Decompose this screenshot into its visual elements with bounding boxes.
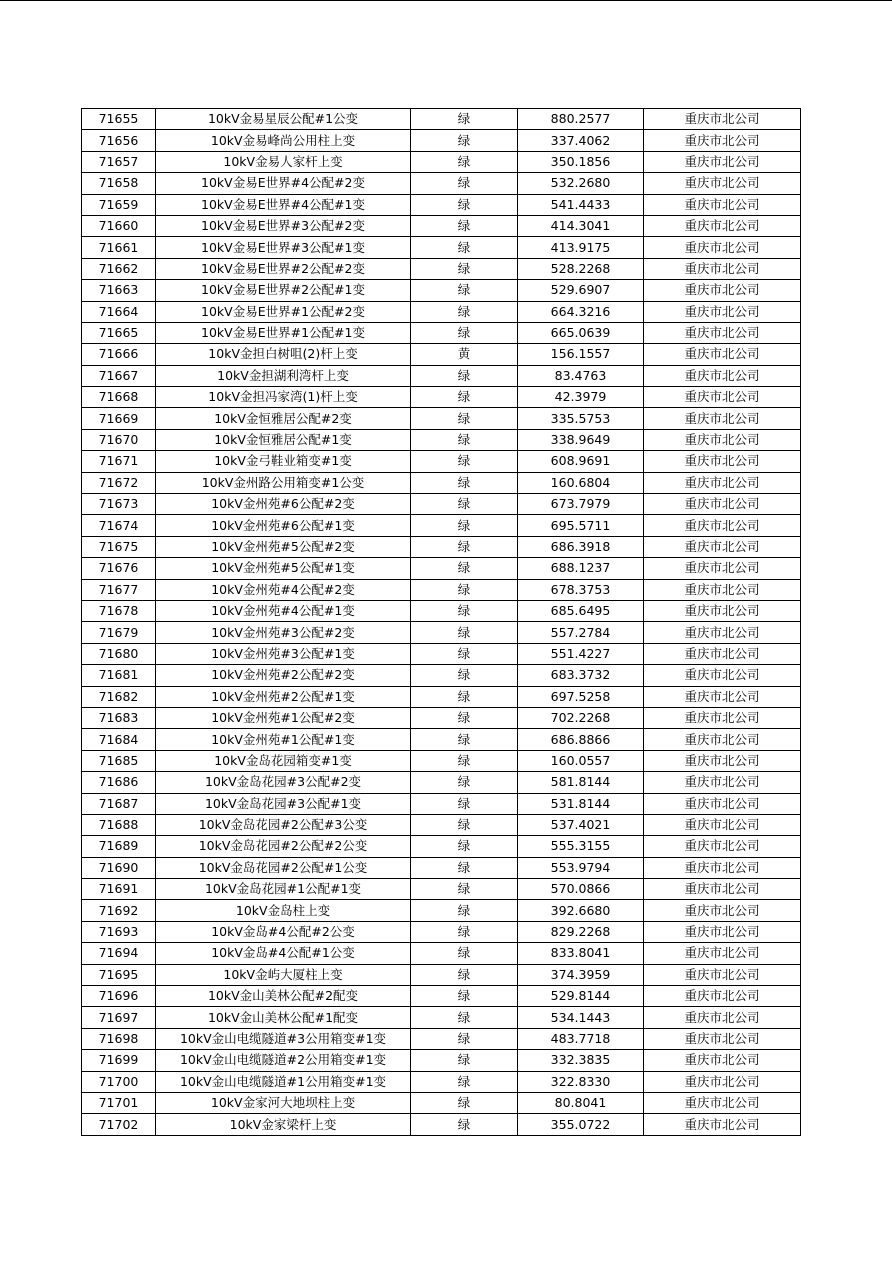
cell-org: 重庆市北公司	[644, 643, 801, 664]
cell-name: 10kV金恒雅居公配#1变	[156, 429, 411, 450]
cell-status: 绿	[411, 237, 518, 258]
cell-name: 10kV金易人家杆上变	[156, 151, 411, 172]
cell-status: 绿	[411, 130, 518, 151]
cell-id: 71661	[82, 237, 156, 258]
cell-id: 71681	[82, 665, 156, 686]
cell-id: 71669	[82, 408, 156, 429]
cell-name: 10kV金州苑#4公配#1变	[156, 600, 411, 621]
cell-name: 10kV金州路公用箱变#1公变	[156, 472, 411, 493]
cell-status: 绿	[411, 365, 518, 386]
cell-status: 绿	[411, 1007, 518, 1028]
table-row	[82, 173, 801, 194]
cell-org: 重庆市北公司	[644, 622, 801, 643]
cell-org: 重庆市北公司	[644, 130, 801, 151]
cell-status: 绿	[411, 451, 518, 472]
cell-value: 683.3732	[518, 665, 644, 686]
cell-value: 553.9794	[518, 857, 644, 878]
cell-status: 绿	[411, 793, 518, 814]
cell-status: 绿	[411, 1071, 518, 1092]
cell-name: 10kV金山电缆隧道#2公用箱变#1变	[156, 1050, 411, 1071]
cell-status: 绿	[411, 921, 518, 942]
cell-org: 重庆市北公司	[644, 344, 801, 365]
cell-org: 重庆市北公司	[644, 494, 801, 515]
cell-id: 71657	[82, 151, 156, 172]
cell-id: 71687	[82, 793, 156, 814]
table-row	[82, 515, 801, 536]
cell-org: 重庆市北公司	[644, 836, 801, 857]
table-row	[82, 301, 801, 322]
cell-value: 529.6907	[518, 280, 644, 301]
cell-org: 重庆市北公司	[644, 365, 801, 386]
cell-value: 156.1557	[518, 344, 644, 365]
table-row	[82, 1007, 801, 1028]
cell-value: 833.8041	[518, 943, 644, 964]
cell-org: 重庆市北公司	[644, 173, 801, 194]
cell-status: 绿	[411, 836, 518, 857]
cell-org: 重庆市北公司	[644, 322, 801, 343]
cell-status: 绿	[411, 643, 518, 664]
table-row	[82, 643, 801, 664]
cell-status: 绿	[411, 857, 518, 878]
cell-name: 10kV金岛花园#1公配#1变	[156, 879, 411, 900]
cell-org: 重庆市北公司	[644, 387, 801, 408]
cell-status: 绿	[411, 622, 518, 643]
cell-id: 71676	[82, 558, 156, 579]
cell-org: 重庆市北公司	[644, 579, 801, 600]
cell-status: 绿	[411, 558, 518, 579]
cell-name: 10kV金易E世界#1公配#2变	[156, 301, 411, 322]
cell-value: 551.4227	[518, 643, 644, 664]
cell-status: 绿	[411, 1092, 518, 1113]
cell-org: 重庆市北公司	[644, 793, 801, 814]
cell-value: 555.3155	[518, 836, 644, 857]
cell-status: 绿	[411, 151, 518, 172]
cell-id: 71660	[82, 215, 156, 236]
cell-org: 重庆市北公司	[644, 429, 801, 450]
table-row	[82, 665, 801, 686]
cell-id: 71688	[82, 814, 156, 835]
table-row	[82, 729, 801, 750]
cell-org: 重庆市北公司	[644, 814, 801, 835]
cell-status: 绿	[411, 301, 518, 322]
table-row	[82, 451, 801, 472]
cell-org: 重庆市北公司	[644, 237, 801, 258]
cell-value: 570.0866	[518, 879, 644, 900]
cell-status: 绿	[411, 494, 518, 515]
cell-id: 71670	[82, 429, 156, 450]
cell-status: 绿	[411, 109, 518, 130]
table-row	[82, 857, 801, 878]
table-row	[82, 322, 801, 343]
cell-name: 10kV金岛花园#3公配#2变	[156, 772, 411, 793]
table-row	[82, 1028, 801, 1049]
cell-name: 10kV金岛#4公配#2公变	[156, 921, 411, 942]
cell-id: 71665	[82, 322, 156, 343]
cell-name: 10kV金岛花园#2公配#2公变	[156, 836, 411, 857]
cell-status: 绿	[411, 322, 518, 343]
table-row	[82, 258, 801, 279]
table-row	[82, 472, 801, 493]
cell-org: 重庆市北公司	[644, 472, 801, 493]
cell-name: 10kV金易E世界#3公配#2变	[156, 215, 411, 236]
cell-value: 483.7718	[518, 1028, 644, 1049]
cell-status: 绿	[411, 429, 518, 450]
cell-id: 71668	[82, 387, 156, 408]
cell-value: 534.1443	[518, 1007, 644, 1028]
cell-name: 10kV金州苑#2公配#2变	[156, 665, 411, 686]
cell-value: 374.3959	[518, 964, 644, 985]
table-row	[82, 365, 801, 386]
cell-id: 71690	[82, 857, 156, 878]
cell-id: 71702	[82, 1114, 156, 1135]
cell-id: 71683	[82, 707, 156, 728]
cell-name: 10kV金家河大地坝柱上变	[156, 1092, 411, 1113]
cell-org: 重庆市北公司	[644, 258, 801, 279]
table-row	[82, 536, 801, 557]
cell-org: 重庆市北公司	[644, 151, 801, 172]
cell-org: 重庆市北公司	[644, 215, 801, 236]
cell-value: 83.4763	[518, 365, 644, 386]
cell-org: 重庆市北公司	[644, 600, 801, 621]
cell-value: 557.2784	[518, 622, 644, 643]
cell-name: 10kV金担湖利湾杆上变	[156, 365, 411, 386]
cell-id: 71673	[82, 494, 156, 515]
table-row	[82, 921, 801, 942]
cell-value: 678.3753	[518, 579, 644, 600]
cell-org: 重庆市北公司	[644, 536, 801, 557]
table-row	[82, 237, 801, 258]
cell-status: 绿	[411, 772, 518, 793]
table-row	[82, 707, 801, 728]
cell-status: 绿	[411, 1114, 518, 1135]
table-row	[82, 772, 801, 793]
table-row	[82, 151, 801, 172]
cell-name: 10kV金弓鞋业箱变#1变	[156, 451, 411, 472]
table-row	[82, 109, 801, 130]
cell-name: 10kV金州苑#1公配#1变	[156, 729, 411, 750]
cell-value: 414.3041	[518, 215, 644, 236]
cell-value: 322.8330	[518, 1071, 644, 1092]
cell-id: 71664	[82, 301, 156, 322]
cell-name: 10kV金州苑#5公配#1变	[156, 558, 411, 579]
cell-value: 697.5258	[518, 686, 644, 707]
table-row	[82, 686, 801, 707]
cell-status: 绿	[411, 280, 518, 301]
cell-value: 335.5753	[518, 408, 644, 429]
cell-org: 重庆市北公司	[644, 515, 801, 536]
cell-status: 绿	[411, 879, 518, 900]
transformer-table	[81, 108, 801, 1136]
cell-name: 10kV金易E世界#2公配#1变	[156, 280, 411, 301]
cell-org: 重庆市北公司	[644, 1050, 801, 1071]
cell-status: 绿	[411, 258, 518, 279]
cell-value: 829.2268	[518, 921, 644, 942]
cell-id: 71667	[82, 365, 156, 386]
cell-id: 71695	[82, 964, 156, 985]
cell-value: 695.5711	[518, 515, 644, 536]
cell-value: 686.3918	[518, 536, 644, 557]
cell-value: 529.8144	[518, 986, 644, 1007]
cell-name: 10kV金州苑#1公配#2变	[156, 707, 411, 728]
table-row	[82, 879, 801, 900]
cell-org: 重庆市北公司	[644, 750, 801, 771]
table-row	[82, 600, 801, 621]
cell-name: 10kV金州苑#6公配#1变	[156, 515, 411, 536]
cell-value: 531.8144	[518, 793, 644, 814]
cell-value: 702.2268	[518, 707, 644, 728]
cell-org: 重庆市北公司	[644, 772, 801, 793]
cell-name: 10kV金岛花园#2公配#1公变	[156, 857, 411, 878]
cell-id: 71691	[82, 879, 156, 900]
cell-id: 71671	[82, 451, 156, 472]
cell-value: 541.4433	[518, 194, 644, 215]
cell-status: 绿	[411, 964, 518, 985]
cell-status: 绿	[411, 686, 518, 707]
cell-name: 10kV金州苑#5公配#2变	[156, 536, 411, 557]
cell-org: 重庆市北公司	[644, 986, 801, 1007]
cell-name: 10kV金州苑#2公配#1变	[156, 686, 411, 707]
cell-id: 71692	[82, 900, 156, 921]
table-row	[82, 750, 801, 771]
cell-status: 绿	[411, 194, 518, 215]
cell-value: 392.6680	[518, 900, 644, 921]
cell-value: 413.9175	[518, 237, 644, 258]
cell-status: 绿	[411, 750, 518, 771]
cell-name: 10kV金岛#4公配#1公变	[156, 943, 411, 964]
table-row	[82, 494, 801, 515]
cell-name: 10kV金易星辰公配#1公变	[156, 109, 411, 130]
cell-value: 350.1856	[518, 151, 644, 172]
cell-name: 10kV金山电缆隧道#1公用箱变#1变	[156, 1071, 411, 1092]
cell-org: 重庆市北公司	[644, 1007, 801, 1028]
table-row	[82, 836, 801, 857]
table-row	[82, 558, 801, 579]
cell-id: 71694	[82, 943, 156, 964]
table-row	[82, 1114, 801, 1135]
cell-status: 绿	[411, 472, 518, 493]
cell-name: 10kV金州苑#3公配#1变	[156, 643, 411, 664]
cell-name: 10kV金山美林公配#2配变	[156, 986, 411, 1007]
cell-org: 重庆市北公司	[644, 558, 801, 579]
cell-name: 10kV金岛花园#3公配#1变	[156, 793, 411, 814]
cell-org: 重庆市北公司	[644, 301, 801, 322]
cell-name: 10kV金易E世界#4公配#2变	[156, 173, 411, 194]
cell-value: 355.0722	[518, 1114, 644, 1135]
table-row	[82, 194, 801, 215]
cell-status: 黄	[411, 344, 518, 365]
cell-id: 71685	[82, 750, 156, 771]
cell-status: 绿	[411, 173, 518, 194]
table-row	[82, 429, 801, 450]
cell-name: 10kV金州苑#6公配#2变	[156, 494, 411, 515]
cell-org: 重庆市北公司	[644, 109, 801, 130]
cell-value: 332.3835	[518, 1050, 644, 1071]
cell-id: 71666	[82, 344, 156, 365]
cell-id: 71677	[82, 579, 156, 600]
cell-org: 重庆市北公司	[644, 1071, 801, 1092]
cell-status: 绿	[411, 600, 518, 621]
cell-id: 71659	[82, 194, 156, 215]
cell-id: 71675	[82, 536, 156, 557]
cell-status: 绿	[411, 665, 518, 686]
cell-org: 重庆市北公司	[644, 408, 801, 429]
cell-status: 绿	[411, 215, 518, 236]
cell-value: 160.6804	[518, 472, 644, 493]
cell-id: 71662	[82, 258, 156, 279]
cell-value: 608.9691	[518, 451, 644, 472]
table-row	[82, 943, 801, 964]
cell-name: 10kV金恒雅居公配#2变	[156, 408, 411, 429]
cell-id: 71698	[82, 1028, 156, 1049]
cell-name: 10kV金担白树咀(2)杆上变	[156, 344, 411, 365]
cell-id: 71686	[82, 772, 156, 793]
cell-id: 71656	[82, 130, 156, 151]
cell-id: 71679	[82, 622, 156, 643]
cell-value: 673.7979	[518, 494, 644, 515]
cell-status: 绿	[411, 986, 518, 1007]
cell-status: 绿	[411, 1028, 518, 1049]
cell-name: 10kV金州苑#4公配#2变	[156, 579, 411, 600]
cell-org: 重庆市北公司	[644, 921, 801, 942]
table-row	[82, 814, 801, 835]
cell-name: 10kV金屿大厦柱上变	[156, 964, 411, 985]
cell-org: 重庆市北公司	[644, 707, 801, 728]
table-row	[82, 1092, 801, 1113]
cell-id: 71693	[82, 921, 156, 942]
cell-name: 10kV金州苑#3公配#2变	[156, 622, 411, 643]
cell-status: 绿	[411, 943, 518, 964]
cell-org: 重庆市北公司	[644, 194, 801, 215]
table-row	[82, 280, 801, 301]
cell-org: 重庆市北公司	[644, 1114, 801, 1135]
table-row	[82, 1071, 801, 1092]
cell-status: 绿	[411, 900, 518, 921]
cell-name: 10kV金岛花园#2公配#3公变	[156, 814, 411, 835]
cell-id: 71697	[82, 1007, 156, 1028]
cell-value: 880.2577	[518, 109, 644, 130]
cell-status: 绿	[411, 387, 518, 408]
cell-status: 绿	[411, 1050, 518, 1071]
cell-name: 10kV金岛柱上变	[156, 900, 411, 921]
table-row	[82, 964, 801, 985]
cell-value: 528.2268	[518, 258, 644, 279]
cell-value: 337.4062	[518, 130, 644, 151]
cell-value: 686.8866	[518, 729, 644, 750]
cell-status: 绿	[411, 408, 518, 429]
cell-value: 664.3216	[518, 301, 644, 322]
cell-value: 688.1237	[518, 558, 644, 579]
cell-name: 10kV金山美林公配#1配变	[156, 1007, 411, 1028]
cell-status: 绿	[411, 579, 518, 600]
cell-id: 71700	[82, 1071, 156, 1092]
cell-value: 537.4021	[518, 814, 644, 835]
cell-id: 71672	[82, 472, 156, 493]
cell-org: 重庆市北公司	[644, 686, 801, 707]
cell-org: 重庆市北公司	[644, 1092, 801, 1113]
cell-id: 71689	[82, 836, 156, 857]
cell-name: 10kV金家梁杆上变	[156, 1114, 411, 1135]
cell-id: 71696	[82, 986, 156, 1007]
cell-id: 71663	[82, 280, 156, 301]
cell-org: 重庆市北公司	[644, 964, 801, 985]
cell-id: 71684	[82, 729, 156, 750]
cell-value: 532.2680	[518, 173, 644, 194]
table-row	[82, 900, 801, 921]
cell-org: 重庆市北公司	[644, 1028, 801, 1049]
cell-status: 绿	[411, 729, 518, 750]
cell-id: 71699	[82, 1050, 156, 1071]
cell-status: 绿	[411, 707, 518, 728]
cell-org: 重庆市北公司	[644, 729, 801, 750]
cell-status: 绿	[411, 814, 518, 835]
cell-value: 338.9649	[518, 429, 644, 450]
cell-value: 160.0557	[518, 750, 644, 771]
cell-name: 10kV金山电缆隧道#3公用箱变#1变	[156, 1028, 411, 1049]
cell-name: 10kV金担冯家湾(1)杆上变	[156, 387, 411, 408]
cell-name: 10kV金易E世界#3公配#1变	[156, 237, 411, 258]
table-row	[82, 387, 801, 408]
cell-org: 重庆市北公司	[644, 280, 801, 301]
cell-name: 10kV金易峰尚公用柱上变	[156, 130, 411, 151]
cell-org: 重庆市北公司	[644, 879, 801, 900]
table-row	[82, 793, 801, 814]
cell-status: 绿	[411, 515, 518, 536]
page-top-border	[0, 0, 892, 1]
cell-name: 10kV金易E世界#1公配#1变	[156, 322, 411, 343]
cell-name: 10kV金岛花园箱变#1变	[156, 750, 411, 771]
cell-id: 71680	[82, 643, 156, 664]
cell-value: 80.8041	[518, 1092, 644, 1113]
table-row	[82, 579, 801, 600]
cell-org: 重庆市北公司	[644, 900, 801, 921]
table-row	[82, 408, 801, 429]
cell-id: 71678	[82, 600, 156, 621]
cell-id: 71682	[82, 686, 156, 707]
cell-id: 71674	[82, 515, 156, 536]
cell-org: 重庆市北公司	[644, 451, 801, 472]
table-row	[82, 986, 801, 1007]
cell-status: 绿	[411, 536, 518, 557]
cell-org: 重庆市北公司	[644, 943, 801, 964]
table-row	[82, 344, 801, 365]
table-body	[82, 109, 801, 1136]
cell-id: 71655	[82, 109, 156, 130]
cell-org: 重庆市北公司	[644, 665, 801, 686]
cell-value: 665.0639	[518, 322, 644, 343]
cell-id: 71701	[82, 1092, 156, 1113]
table-row	[82, 1050, 801, 1071]
table-row	[82, 215, 801, 236]
cell-name: 10kV金易E世界#2公配#2变	[156, 258, 411, 279]
cell-org: 重庆市北公司	[644, 857, 801, 878]
table-row	[82, 130, 801, 151]
cell-value: 581.8144	[518, 772, 644, 793]
cell-value: 685.6495	[518, 600, 644, 621]
cell-value: 42.3979	[518, 387, 644, 408]
table-row	[82, 622, 801, 643]
cell-name: 10kV金易E世界#4公配#1变	[156, 194, 411, 215]
cell-id: 71658	[82, 173, 156, 194]
